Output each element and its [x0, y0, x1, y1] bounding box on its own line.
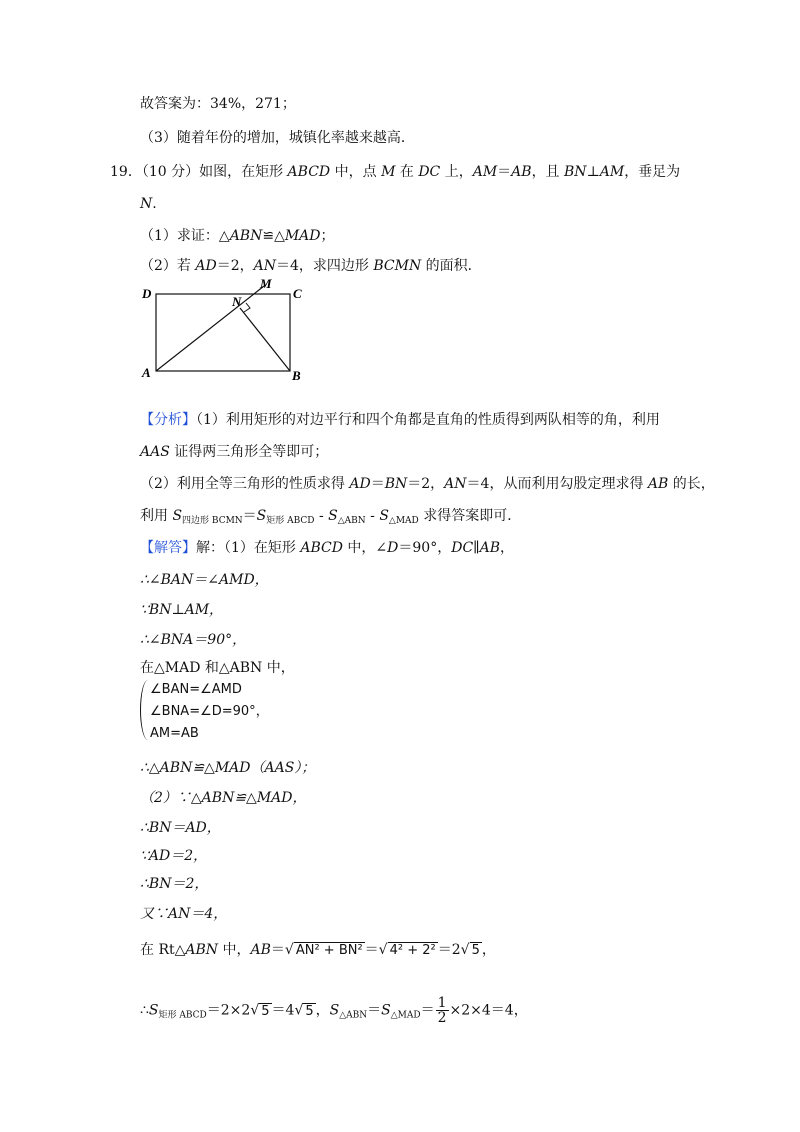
p2-text: 的面积．: [421, 258, 482, 274]
analysis-text: ＝2，: [407, 476, 445, 492]
sqrt-an-bn: AN² + BN²: [295, 943, 363, 958]
s13-text: ＝: [367, 1002, 382, 1019]
p1-cong: ≌△: [262, 228, 285, 244]
answer-line: 故答案为：34%，271；: [140, 96, 296, 112]
q19-am2: AM: [599, 164, 625, 180]
s12-text: 在 Rt△: [140, 942, 186, 958]
solution-line11: 又∵AN＝4，: [140, 906, 228, 922]
sqrt-sign: √: [460, 942, 470, 958]
sqrt-5: 5: [471, 943, 480, 958]
p1-text: （1）求证：△: [140, 228, 230, 244]
fraction-one-half: [436, 996, 449, 1025]
solution-line5: 在△MAD 和△ABN 中，: [140, 660, 295, 676]
p2-an: AN: [253, 258, 276, 274]
segment-bn: [240, 308, 290, 371]
s13-sub: △ABN: [339, 1010, 368, 1021]
label-n: N: [232, 294, 242, 309]
q19-perp: ⊥: [586, 164, 600, 180]
analysis-ad: AD: [349, 476, 371, 492]
p2-text: ＝4，求四边形: [276, 258, 374, 274]
system-eq2: [150, 702, 269, 722]
label-b: B: [292, 368, 301, 383]
analysis-bn: BN: [384, 476, 408, 492]
question-19-part1: [140, 226, 335, 246]
analysis-text: 证得两三角形全等即可；: [169, 444, 329, 460]
q19-m: M: [381, 164, 396, 180]
analysis-text: 利用: [140, 508, 173, 524]
solution-line2: ∴∠BAN＝∠AMD，: [140, 572, 269, 588]
s12-ab: AB: [250, 942, 271, 958]
analysis-tag: 【分析】: [140, 412, 196, 428]
s13-text: ＝: [420, 1002, 435, 1019]
rectangle-abcd: [156, 294, 290, 371]
sqrt-5: 5: [305, 1003, 314, 1019]
q19-text: 上，: [440, 164, 473, 180]
s12-eq: ＝2: [437, 942, 461, 958]
s13-text: ，: [315, 1002, 330, 1019]
p1-abn: ABN: [229, 228, 263, 244]
analysis-aas: AAS: [140, 444, 170, 460]
question-19-line2: [140, 194, 157, 214]
p2-text: ＝2，: [216, 258, 254, 274]
analysis-an: AN: [444, 476, 467, 492]
q19-ab: AB: [511, 164, 532, 180]
q19-text: ，垂足为: [624, 164, 681, 180]
s13-text: ＝2×2: [206, 1002, 251, 1019]
s12-abn: ABN: [185, 942, 219, 958]
s13-text: ＝4: [271, 1002, 295, 1019]
analysis-minus: -: [314, 508, 329, 524]
analysis-text: ＝: [370, 476, 385, 492]
sqrt-sign: √: [250, 1002, 260, 1019]
geometry-figure: [138, 276, 318, 386]
solution-line6: ∴△ABN≌△MAD（AAS）；: [140, 760, 316, 776]
analysis-sub: 四边形 BCMN: [182, 516, 243, 526]
p2-ad: AD: [195, 258, 217, 274]
sqrt-4-2: 4² + 2²: [389, 943, 436, 958]
s13-s: S: [329, 1002, 340, 1019]
analysis-s: S: [328, 508, 338, 524]
s12-eq: ＝: [364, 942, 379, 958]
analysis-ab: AB: [647, 476, 669, 492]
analysis-s: S: [256, 508, 267, 524]
solution-line10: ∴BN＝2，: [140, 876, 209, 892]
analysis-line1: [140, 410, 660, 430]
label-m: M: [260, 276, 272, 291]
solution-line12: [140, 940, 496, 961]
p1-end: ；: [320, 228, 335, 244]
analysis-sub: △MAD: [388, 516, 419, 526]
s13-text: ×2×4＝4，: [449, 1002, 528, 1019]
analysis-s: S: [172, 508, 183, 524]
p2-bcmn: BCMN: [373, 258, 422, 274]
analysis-line2: [140, 442, 328, 462]
analysis-eq: ＝: [242, 508, 257, 524]
s13-s: S: [148, 1002, 159, 1019]
q19-dot: .: [152, 196, 157, 212]
solution-line3: ∵BN⊥AM，: [140, 602, 224, 618]
question-19-line1: [110, 162, 680, 182]
p1-mad: MAD: [284, 228, 321, 244]
solution-dc: DC: [451, 540, 474, 556]
solution-d: D: [387, 540, 399, 556]
label-a: A: [142, 365, 151, 380]
analysis-sub: △ABN: [337, 516, 366, 526]
analysis-minus: -: [365, 508, 380, 524]
solution-par: ∥: [473, 540, 480, 556]
q19-text: ，且: [531, 164, 565, 180]
q19-eq: ＝: [497, 164, 512, 180]
analysis-text: 的长，: [668, 476, 715, 492]
solution-line7: （2）∵△ABN≌△MAD，: [140, 790, 307, 806]
p2-text: （2）若: [140, 258, 196, 274]
s12-text: 中，: [218, 942, 251, 958]
segment-am: [156, 286, 264, 371]
solution-tag: 【解答】: [140, 540, 196, 556]
analysis-s: S: [379, 508, 389, 524]
solution-line4: ∴∠BNA＝90°，: [140, 632, 247, 648]
solution-abcd: ABCD: [300, 540, 343, 556]
system-eq3: AM=AB: [150, 726, 199, 741]
solution-text: 中，∠: [342, 540, 388, 556]
label-c: C: [293, 286, 302, 301]
sqrt-sign: √: [294, 1002, 304, 1019]
s12-end: ，: [481, 942, 496, 958]
solution-line1: [140, 538, 514, 558]
analysis-text: 求得答案即可．: [418, 508, 522, 524]
system-brace: [140, 680, 149, 740]
s13-sub: 矩形 ABCD: [158, 1010, 207, 1021]
sqrt-sign: √: [378, 942, 388, 958]
system-eq2-text: ∠BNA=∠D=90°: [150, 704, 256, 719]
sqrt-sign: √: [284, 942, 294, 958]
system-eq1: ∠BAN=∠AMD: [150, 682, 242, 697]
analysis-text: （1）利用矩形的对边平行和四个角都是直角的性质得到两队相等的角，利用: [196, 412, 660, 428]
s13-s: S: [381, 1002, 391, 1019]
q19-text: （10 分）如图，在矩形: [141, 164, 288, 180]
analysis-sub: 矩形 ABCD: [266, 516, 315, 526]
s13-sub: △MAD: [390, 1010, 421, 1021]
q19-text: 中，点: [330, 164, 382, 180]
s12-eq: ＝: [270, 942, 285, 958]
solution-text: 解：（1）在矩形: [196, 540, 301, 556]
label-d: D: [142, 286, 152, 301]
analysis-text: （2）利用全等三角形的性质求得: [140, 476, 350, 492]
solution-text: ＝90°，: [398, 540, 452, 556]
s13-text: ∴: [140, 1002, 149, 1019]
q19-am: AM: [472, 164, 498, 180]
q19-abcd: ABCD: [287, 164, 331, 180]
solution-line13: [140, 996, 528, 1026]
solution-line8: ∴BN＝AD，: [140, 820, 221, 836]
question-number: 19．: [110, 164, 142, 180]
q19-text: 在: [395, 164, 419, 180]
part3-line: （3）随着年份的增加，城镇化率越来越高．: [140, 130, 415, 146]
solution-ab: AB: [479, 540, 501, 556]
fraction-denominator: 2: [437, 1010, 447, 1026]
system-comma: ，: [255, 704, 269, 719]
q19-n: N: [140, 196, 153, 212]
right-angle-mark: [244, 303, 250, 312]
analysis-text: ＝4，从而利用勾股定理求得: [466, 476, 648, 492]
q19-bn: BN: [564, 164, 587, 180]
question-19-part2: [140, 256, 482, 276]
analysis-line4: [140, 506, 521, 531]
solution-text: ，: [500, 540, 515, 556]
q19-dc: DC: [418, 164, 441, 180]
solution-line9: ∵AD＝2，: [140, 848, 208, 864]
fraction-numerator: 1: [437, 995, 447, 1011]
sqrt-5: 5: [261, 1003, 270, 1019]
analysis-line3: [140, 474, 715, 494]
